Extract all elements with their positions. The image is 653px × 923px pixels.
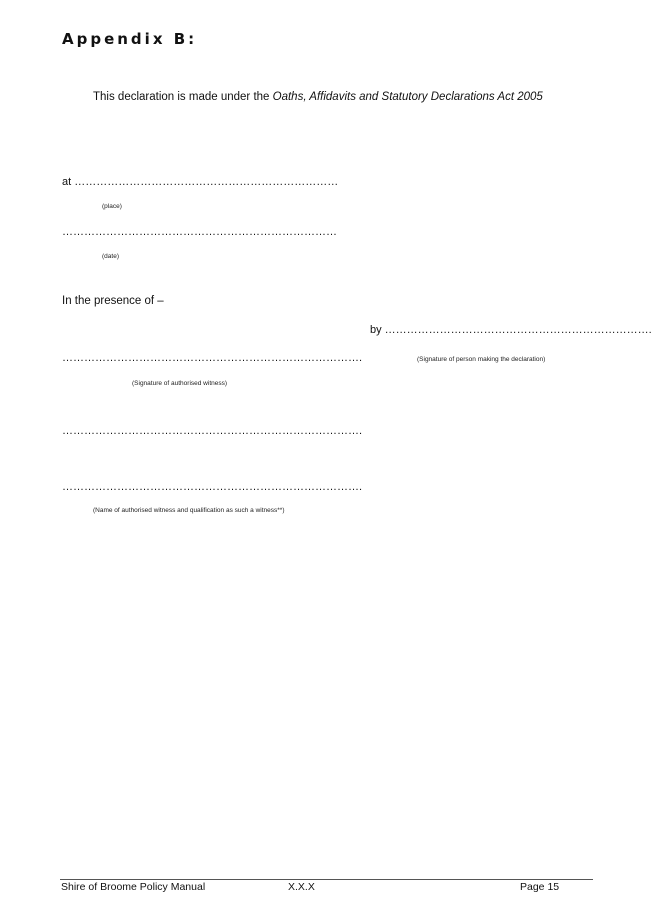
footer-manual-title: Shire of Broome Policy Manual bbox=[61, 881, 206, 893]
witness-line-3: ………………………………………………………………………. bbox=[62, 481, 363, 493]
footer-page-number: Page 15 bbox=[520, 881, 560, 893]
date-line: ………………………………………………………………… bbox=[62, 226, 337, 238]
intro-prefix: This declaration is made under the bbox=[93, 91, 273, 103]
place-caption: (place) bbox=[102, 203, 122, 210]
date-caption: (date) bbox=[102, 253, 119, 260]
footer-policy-number: X.X.X bbox=[288, 881, 315, 893]
witness-signature-line: ………………………………………………………………………. bbox=[62, 352, 363, 364]
appendix-heading: Appendix B: bbox=[62, 30, 198, 48]
witness-line-2: ………………………………………………………………………. bbox=[62, 425, 363, 437]
declarant-signature-line: by ………………………………………………………………. bbox=[370, 324, 652, 336]
witness-name-caption: (Name of authorised witness and qualification as such a witness**) bbox=[93, 507, 285, 514]
presence-label: In the presence of – bbox=[62, 295, 164, 307]
witness-signature-caption: (Signature of authorised witness) bbox=[132, 380, 228, 387]
declarant-signature-caption: (Signature of person making the declaration) bbox=[417, 356, 546, 363]
act-title: Oaths, Affidavits and Statutory Declarations Act 2005 bbox=[272, 91, 543, 103]
place-line: at ……………………………………………………………… bbox=[62, 176, 339, 188]
declaration-intro bbox=[93, 91, 543, 103]
footer-divider bbox=[60, 879, 593, 880]
